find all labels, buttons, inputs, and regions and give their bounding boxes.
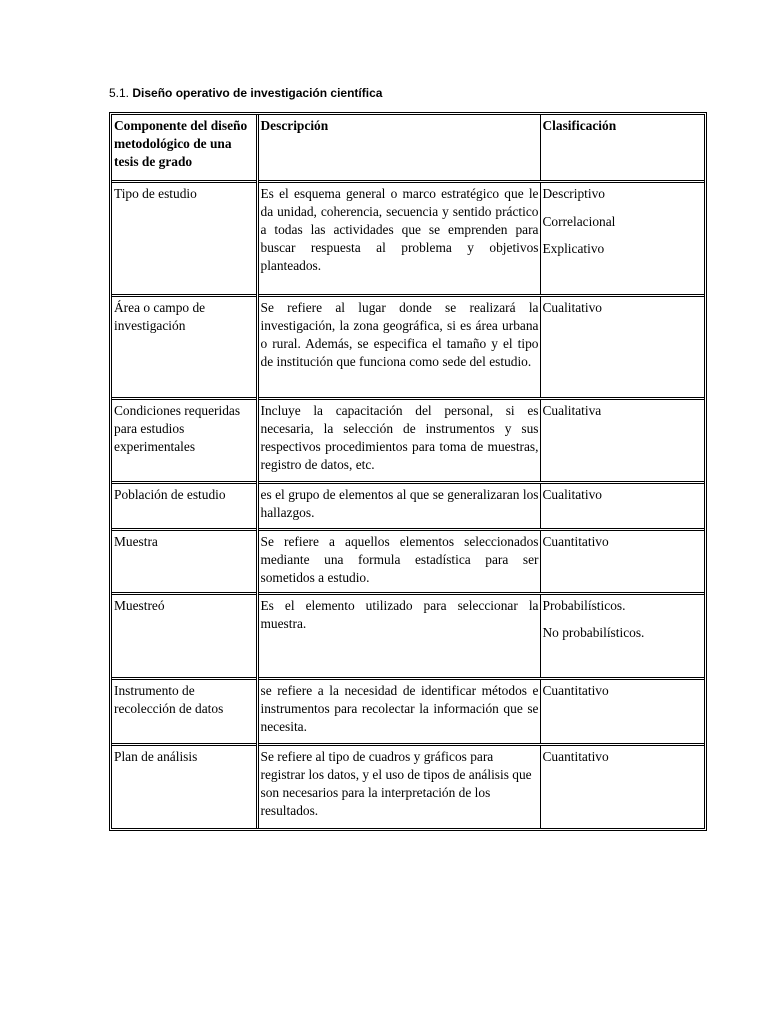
classification-item: Cuantitativo: [542, 748, 609, 764]
classification-item: No probabilísticos.: [542, 624, 645, 640]
classification-item: Cuantitativo: [542, 682, 609, 698]
row-classification: [540, 398, 704, 482]
row-component: Instrumento de recolección de datos: [112, 678, 257, 744]
section-heading: [109, 86, 382, 100]
classification-item: Cualitativa: [542, 402, 602, 418]
classification-item: Cualitativo: [542, 486, 603, 502]
row-classification: [540, 678, 704, 744]
table-row: [112, 678, 704, 744]
row-component: Plan de análisis: [112, 744, 257, 828]
table-row: [112, 398, 704, 482]
row-description: Incluye la capacitación del personal, si es necesaria, la selección de instrumentos y sus respectivos procedimientos para toma de muestras, registro de datos, etc.: [257, 398, 540, 482]
row-component: Tipo de estudio: [112, 181, 257, 295]
row-classification: [540, 181, 704, 295]
table-row: [112, 744, 704, 828]
row-component: Población de estudio: [112, 482, 257, 529]
classification-item: Probabilísticos.: [542, 597, 626, 613]
header-classification: Clasificación: [542, 118, 617, 133]
table-row: [112, 295, 704, 398]
header-description: Descripción: [257, 115, 540, 181]
methodology-table: [109, 112, 707, 831]
table-row: [112, 482, 704, 529]
row-component: Área o campo de investigación: [112, 295, 257, 398]
table-row: [112, 181, 704, 295]
row-classification: [540, 482, 704, 529]
row-classification: [540, 295, 704, 398]
row-description: Se refiere a aquellos elementos seleccionados mediante una formula estadística para ser sometidos a estudio.: [257, 529, 540, 593]
row-description: Se refiere al tipo de cuadros y gráficos para registrar los datos, y el uso de tipos de análisis que son necesarios para la interpretación de los resultados.: [257, 744, 540, 828]
row-description: es el grupo de elementos al que se generalizaran los hallazgos.: [257, 482, 540, 529]
classification-item: Cuantitativo: [542, 533, 609, 549]
row-description: se refiere a la necesidad de identificar métodos e instrumentos para recolectar la información que se necesita.: [257, 678, 540, 744]
classification-item: Explicativo: [542, 240, 605, 256]
row-component: Muestra: [112, 529, 257, 593]
table-row: [112, 529, 704, 593]
header-component: Componente del diseño metodológico de una tesis de grado: [112, 115, 257, 181]
row-component: Muestreó: [112, 593, 257, 678]
classification-item: Correlacional: [542, 213, 616, 229]
section-title: Diseño operativo de investigación científica: [132, 86, 383, 100]
table-row: [112, 593, 704, 678]
row-description: Es el elemento utilizado para seleccionar la muestra.: [257, 593, 540, 678]
row-component: Condiciones requeridas para estudios experimentales: [112, 398, 257, 482]
classification-item: Cualitativo: [542, 299, 603, 315]
row-description: Se refiere al lugar donde se realizará la investigación, la zona geográfica, si es área urbana o rural. Además, se especifica el tamaño y el tipo de institución que funciona como sede del estudio.: [257, 295, 540, 398]
row-classification: [540, 529, 704, 593]
classification-item: Descriptivo: [542, 185, 605, 201]
row-classification: [540, 744, 704, 828]
section-number: 5.1.: [109, 86, 130, 100]
row-description: Es el esquema general o marco estratégico que le da unidad, coherencia, secuencia y sentido práctico a todas las actividades que se emprenden para buscar respuesta al problema y objetivos planteados.: [257, 181, 540, 295]
row-classification: [540, 593, 704, 678]
